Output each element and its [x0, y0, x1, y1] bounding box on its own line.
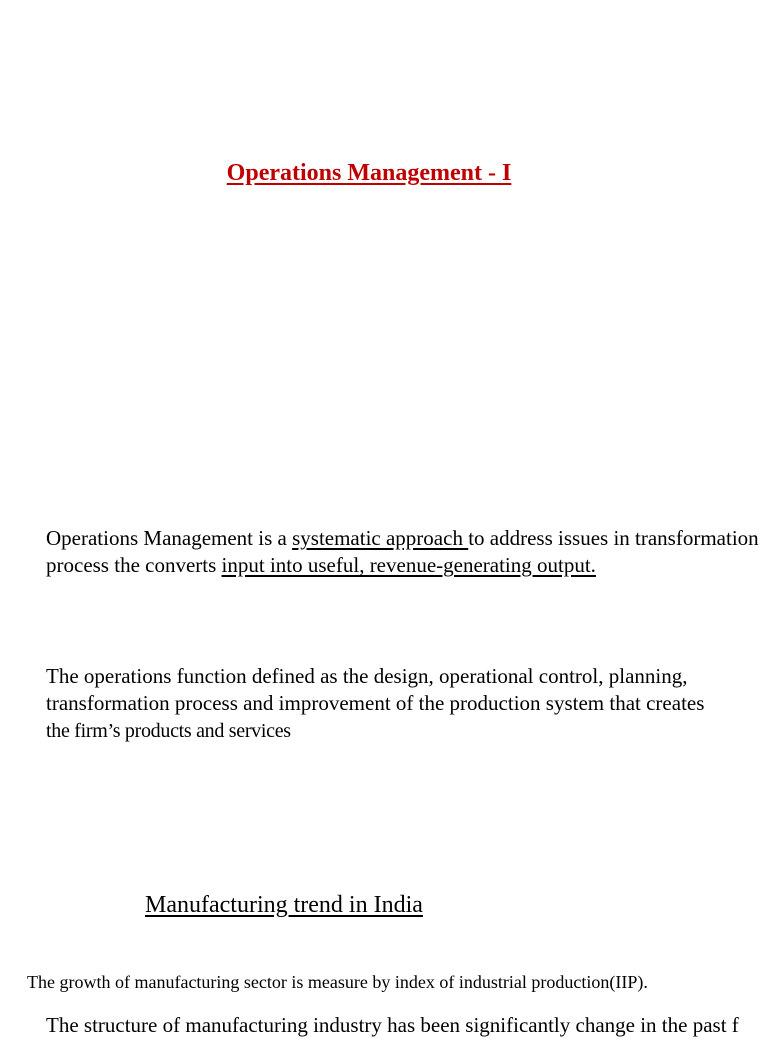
paragraph-text: to address issues in transformation process the converts: [46, 526, 759, 577]
definition-paragraph: [46, 525, 761, 579]
operations-function-paragraph: [46, 663, 761, 745]
page-title: Operations Management - I: [226, 160, 512, 186]
paragraph-text: The operations function defined as the design, operational control, planning, transformation process and improvement of the production system that creates: [46, 664, 705, 715]
paragraph-text: Operations Management is a: [46, 526, 293, 550]
section-heading: Manufacturing trend in India: [145, 892, 423, 918]
paragraph-text-narrow: the firm’s products and services: [46, 720, 291, 742]
structure-paragraph-partial: The structure of manufacturing industry has been significantly change in the past f: [46, 1013, 739, 1037]
underlined-phrase: input into useful, revenue-generating output.: [221, 553, 596, 577]
iip-paragraph: The growth of manufacturing sector is measure by index of industrial production(IIP).: [27, 972, 648, 992]
underlined-phrase: systematic approach: [292, 526, 469, 550]
